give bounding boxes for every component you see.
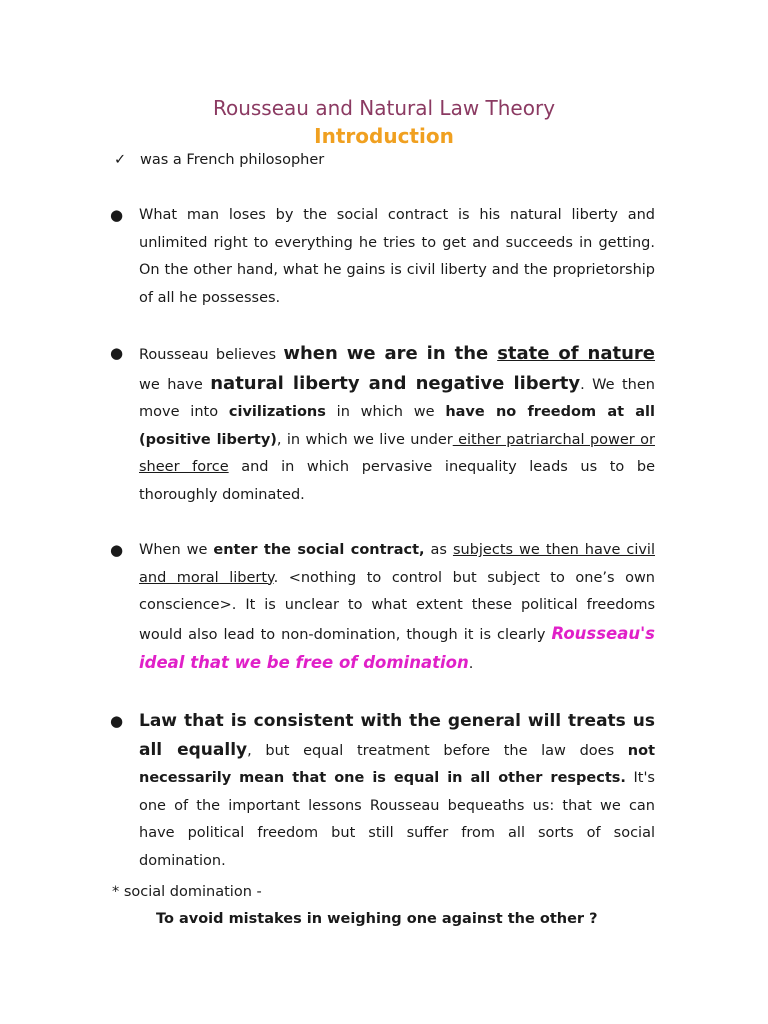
closing-question: To avoid mistakes in weighing one against the other ? — [156, 911, 598, 927]
underlined-phrase: subjects we then have civil and moral liberty — [139, 542, 655, 586]
checklist-item — [114, 149, 324, 171]
text-run: Rousseau believes — [139, 347, 284, 363]
text-run: When we — [139, 542, 214, 558]
underlined-phrase: either patriarchal power or sheer force — [139, 431, 655, 475]
text-run: in which we — [325, 404, 446, 420]
text-run: . — [468, 656, 474, 672]
bullet-text — [139, 340, 655, 509]
bold-phrase: civilizations — [228, 404, 326, 420]
text-run: It's one of the important lessons Rousseau bequeaths us: that we can have political freedom but still suffer from all sorts of social domination. — [139, 770, 655, 869]
bullet-icon: ● — [110, 712, 124, 730]
bullet-text — [139, 537, 655, 679]
text-run: as — [424, 542, 453, 558]
text-run: . We then move into — [139, 376, 655, 420]
bold-phrase: Law that is consistent with the general will treats us all equally — [139, 711, 655, 760]
bullet-icon: ● — [110, 206, 124, 224]
social-domination-note: * social domination - — [112, 884, 262, 900]
bold-phrase: have no freedom at all (positive liberty) — [139, 404, 655, 448]
highlighted-phrase: Rousseau's ideal that we be free of domination — [139, 623, 655, 672]
text-run: . <nothing to control but subject to one’s own conscience>. It is unclear to what extent these political freedoms would also lead to non-domination, though it is clearly — [139, 569, 655, 643]
text-run: and in which pervasive inequality leads us to be thoroughly dominated. — [139, 459, 655, 503]
text-run: , in which we live under — [276, 431, 453, 448]
bullet-icon: ● — [110, 344, 124, 362]
text-run: , but equal treatment before the law does — [247, 742, 628, 759]
bullet-icon: ● — [110, 541, 124, 559]
page-title: Rousseau and Natural Law Theory — [212, 96, 556, 120]
page-subtitle: Introduction — [314, 124, 454, 148]
bold-phrase: enter the social contract, — [213, 542, 425, 558]
bullet-text: What man loses by the social contract is his natural liberty and unlimited right to everything he tries to get and succeeds in getting. On the other hand, what he gains is civil liberty and the proprietorship of all he possesses. — [139, 207, 655, 306]
text-run: we have — [139, 376, 211, 393]
checklist-item-text: was a French philosopher — [140, 152, 325, 168]
bold-phrase: natural liberty and negative liberty — [210, 372, 581, 394]
checkmark-icon: ✓ — [114, 152, 127, 168]
underlined-phrase: state of nature — [497, 343, 656, 364]
bullet-text — [139, 708, 655, 875]
bold-phrase: when we are in the — [283, 343, 498, 364]
bold-phrase: not necessarily mean that one is equal in all other respects. — [139, 742, 655, 786]
